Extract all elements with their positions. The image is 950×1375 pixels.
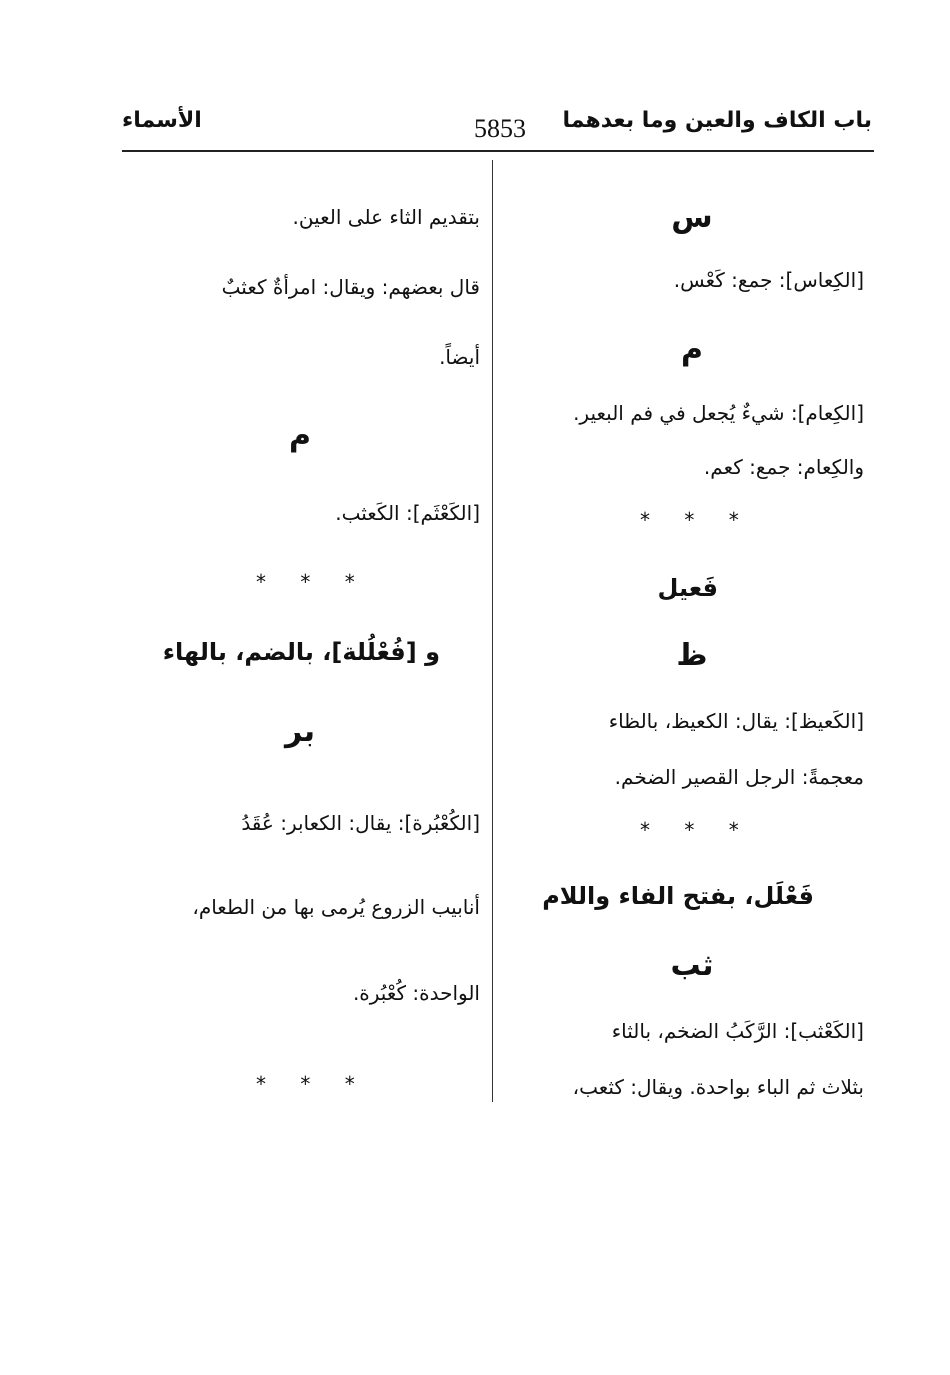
page-number: 5853 <box>474 114 526 143</box>
pattern-heading: فَعيل <box>657 574 718 602</box>
entry-line: [الكِعاس]: جمع: كَعْس. <box>673 268 864 292</box>
entry-line: الواحدة: كُعْبُرة. <box>352 981 480 1005</box>
pattern-heading: فَعْلَل، بفتح الفاء واللام <box>542 882 814 910</box>
entry-line: [الكَعيظ]: يقال: الكعيظ، بالظاء <box>608 709 864 733</box>
letter-heading: ظ <box>676 638 708 673</box>
entry-line: [الكِعام]: شيءٌ يُجعل في فم البعير. <box>573 401 864 425</box>
running-header-right: باب الكاف والعين وما بعدهما <box>562 108 872 133</box>
running-header-left: الأسماء <box>122 108 202 133</box>
entry-line: أيضاً. <box>439 345 480 369</box>
letter-heading: ثب <box>670 948 714 983</box>
entry-line: أنابيب الزروع يُرمى بها من الطعام، <box>192 895 480 919</box>
entry-line: قال بعضهم: ويقال: امرأةٌ كعثبٌ <box>221 275 480 299</box>
entry-line: [الكَعْثب]: الرَّكَبُ الضخم، بالثاء <box>611 1019 864 1043</box>
section-separator: * * * <box>256 570 369 594</box>
section-separator: * * * <box>640 818 753 842</box>
letter-heading: س <box>671 200 713 235</box>
entry-line: بثلاث ثم الباء بواحدة. ويقال: كثعب، <box>572 1075 864 1099</box>
entry-line: بتقديم الثاء على العين. <box>292 205 480 229</box>
column-divider <box>492 160 493 1102</box>
section-separator: * * * <box>640 508 753 532</box>
entry-line: والكِعام: جمع: كعم. <box>703 455 864 479</box>
pattern-heading: و [فُعْلُلة]، بالضم، بالهاء <box>162 638 440 666</box>
section-separator: * * * <box>256 1072 369 1096</box>
entry-line: [الكُعْبُرة]: يقال: الكعابر: عُقَدُ <box>241 811 480 835</box>
entry-line: [الكَعْثَم]: الكَعثب. <box>335 501 480 525</box>
letter-heading: م <box>289 418 311 453</box>
letter-heading: م <box>681 332 703 367</box>
header-rule <box>122 150 874 152</box>
letter-heading: بر <box>285 714 315 749</box>
entry-line: معجمةً: الرجل القصير الضخم. <box>614 765 864 789</box>
